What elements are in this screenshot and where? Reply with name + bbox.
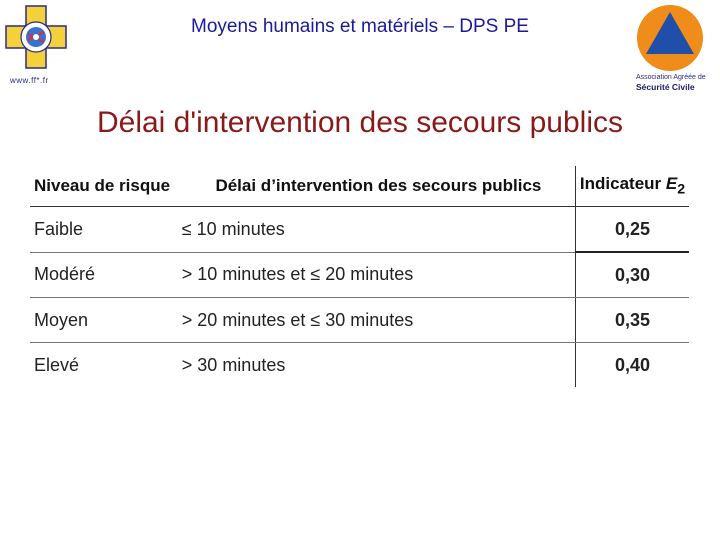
table-header-row xyxy=(30,166,689,207)
delay-cell: > 20 minutes et ≤ 30 minutes xyxy=(182,298,576,343)
indicator-value-cell: 0,30 xyxy=(576,252,689,298)
association-text: Association Agréée de xyxy=(636,74,706,81)
delay-cell: > 30 minutes xyxy=(181,354,286,375)
header-indicator xyxy=(576,166,689,207)
indicator-label: Indicateur xyxy=(579,174,662,194)
table-row xyxy=(30,298,689,343)
delay-cell: ≤ 10 minutes xyxy=(182,207,576,253)
securite-civile-logo xyxy=(632,4,716,92)
risk-level-cell: Modéré xyxy=(30,252,182,298)
risk-level-cell: Elevé xyxy=(34,354,80,375)
risk-level-cell: Faible xyxy=(30,207,182,253)
header-title: Moyens humains et matériels – DPS PE xyxy=(191,16,529,37)
triangle-disc-icon xyxy=(632,4,708,72)
table-row xyxy=(30,252,689,298)
delay-cell: > 10 minutes et ≤ 20 minutes xyxy=(182,252,576,298)
indicator-value-cell: 0,35 xyxy=(576,298,689,343)
header-risk-level: Niveau de risque xyxy=(30,166,182,207)
indicator-value-cell: 0,25 xyxy=(576,207,689,253)
cross-emblem-icon xyxy=(4,4,68,76)
header-delay: Délai d’intervention des secours publics xyxy=(182,166,576,207)
intervention-delay-table xyxy=(30,166,689,387)
brand-text: Sécurité Civile xyxy=(636,82,695,92)
slide-title: Délai d'intervention des secours publics xyxy=(96,106,623,139)
indicator-symbol: E xyxy=(665,174,678,194)
risk-level-cell: Moyen xyxy=(30,298,182,343)
table-row xyxy=(30,343,689,388)
indicator-value-cell: 0,40 xyxy=(576,343,689,388)
website-url: www.ff*.fr xyxy=(10,76,49,85)
table-row xyxy=(30,207,689,253)
indicator-subscript: 2 xyxy=(677,181,686,198)
